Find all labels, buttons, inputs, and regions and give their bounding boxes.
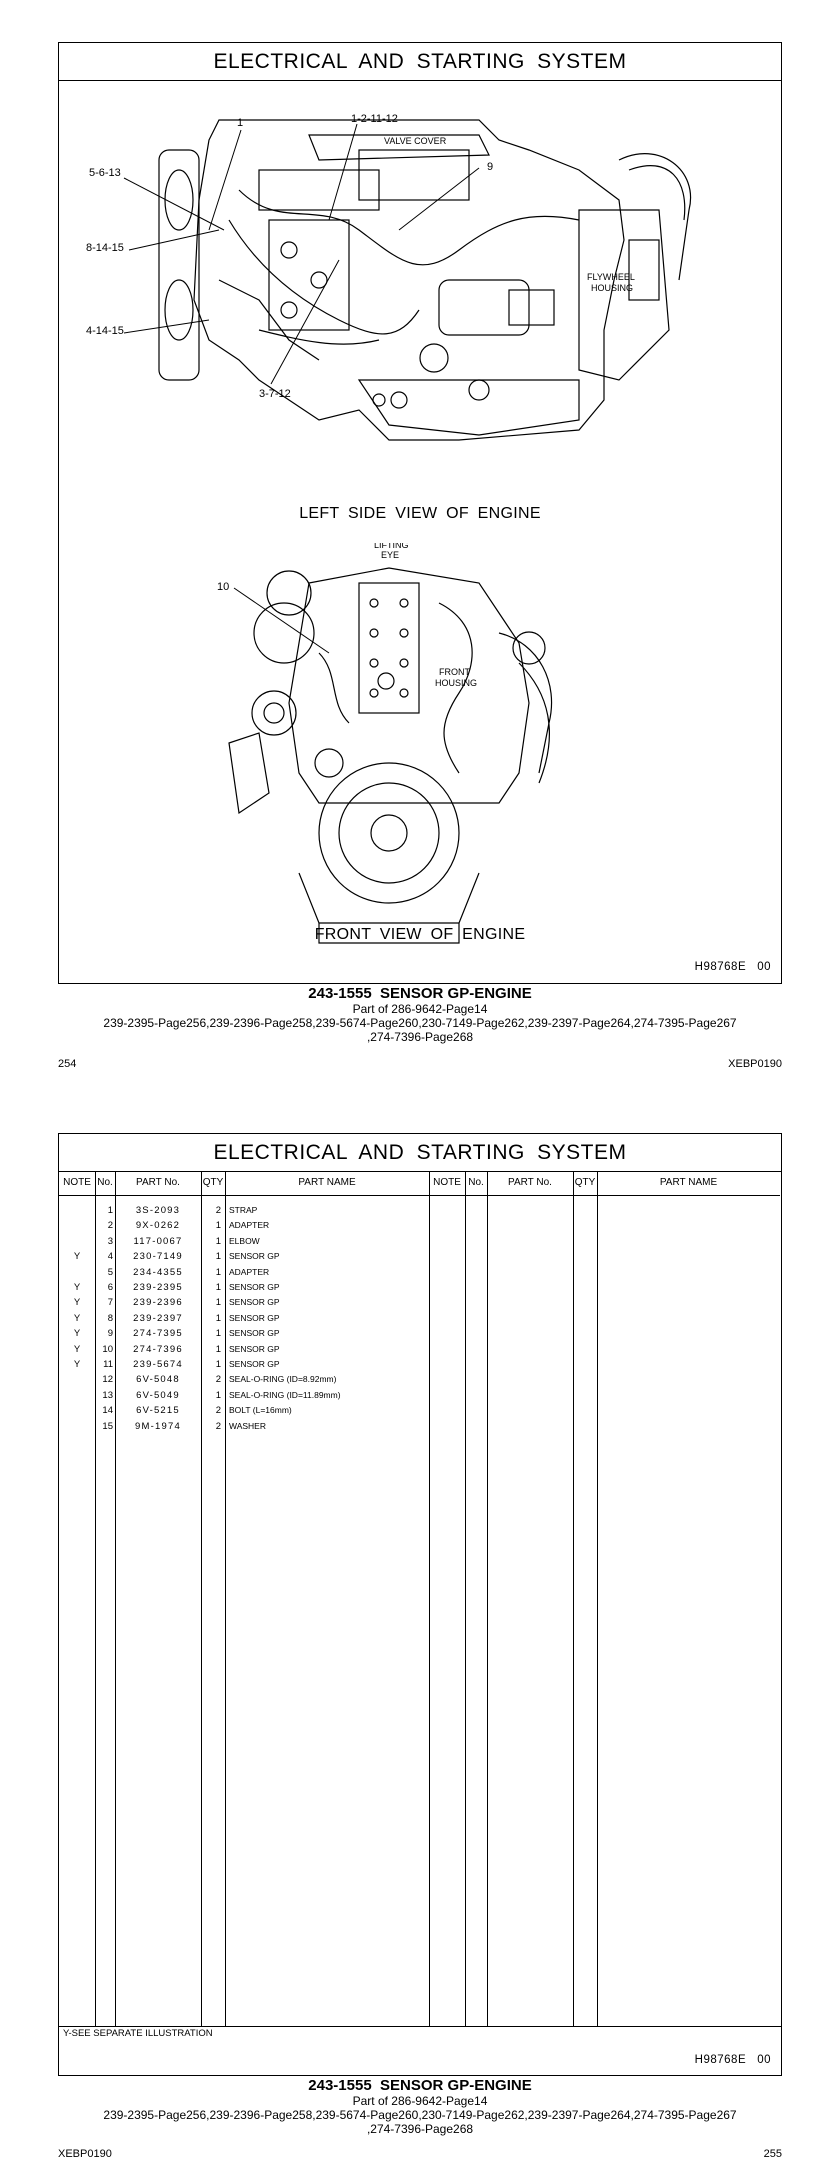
row-note: Y — [73, 1297, 81, 1309]
col-divider — [465, 1171, 488, 2026]
table-row — [59, 1249, 429, 1264]
row-note: Y — [73, 1343, 81, 1355]
doc-code: XEBP0190 — [728, 1058, 782, 1070]
row-number: 14 — [102, 1405, 113, 1417]
header-part-name-right: PART NAME — [659, 1177, 718, 1188]
subtitle-block — [0, 2077, 840, 2136]
refs-line-1: 239-2395-Page256,239-2396-Page258,239-5674-Page260,230-7149-Page262,239-2397-Page264,274-7395-Page267 — [103, 1016, 737, 1030]
table-row — [59, 1326, 429, 1341]
front-engine-drawing — [59, 543, 780, 963]
label-front-housing: HOUSING — [435, 678, 478, 688]
header-part-no-right: PART No. — [508, 1177, 552, 1188]
row-part-number: 6V-5048 — [136, 1374, 180, 1386]
group-title: 243-1555 SENSOR GP-ENGINE — [308, 985, 532, 1002]
label-lifting-eye: EYE — [381, 550, 400, 560]
table-row — [59, 1311, 429, 1326]
row-qty: 1 — [215, 1235, 221, 1247]
label-flywheel: FLYWHEEL — [587, 272, 635, 282]
header-qty: QTY — [202, 1177, 224, 1188]
left-view-caption: LEFT SIDE VIEW OF ENGINE — [299, 505, 541, 522]
row-number: 4 — [107, 1251, 113, 1263]
row-part-name: SENSOR GP — [229, 1251, 280, 1262]
row-qty: 1 — [215, 1266, 221, 1278]
row-part-number: 3S-2093 — [135, 1205, 181, 1216]
row-note: Y — [73, 1328, 81, 1340]
table-row — [59, 1342, 429, 1357]
table-row — [59, 1372, 429, 1387]
label-front: FRONT — [439, 667, 470, 677]
row-number: 13 — [102, 1389, 113, 1401]
table-row — [59, 1357, 429, 1372]
row-number: 12 — [102, 1374, 113, 1386]
footnote: Y-SEE SEPARATE ILLUSTRATION — [59, 2026, 781, 2052]
part-of-line: Part of 286-9642-Page14 — [352, 2094, 488, 2108]
row-number: 15 — [102, 1420, 113, 1432]
header-note-right: NOTE — [433, 1177, 461, 1188]
table-row — [59, 1218, 429, 1233]
callout-10: 10 — [217, 581, 230, 593]
row-number: 6 — [107, 1282, 113, 1293]
refs-line-2: ,274-7396-Page268 — [366, 2122, 474, 2136]
illustration-id: H98768E 00 — [694, 961, 771, 973]
row-part-name: SENSOR GP — [229, 1328, 280, 1339]
row-number: 1 — [107, 1205, 113, 1216]
row-qty: 1 — [215, 1343, 221, 1355]
front-view-caption: FRONT VIEW OF ENGINE — [314, 926, 526, 943]
col-divider — [573, 1171, 598, 2026]
row-note: Y — [73, 1312, 81, 1324]
callout-5-6-13: 5-6-13 — [89, 167, 121, 179]
part-of-line: Part of 286-9642-Page14 — [352, 1002, 488, 1016]
illustration-id: H98768E 00 — [694, 2054, 771, 2066]
callout-9: 9 — [487, 161, 494, 173]
row-part-name: SENSOR GP — [229, 1312, 280, 1323]
table-row — [59, 1280, 429, 1295]
row-part-number: 9M-1974 — [135, 1420, 181, 1432]
row-number: 11 — [103, 1359, 113, 1370]
row-part-name: ADAPTER — [229, 1266, 270, 1277]
row-part-name: STRAP — [229, 1205, 258, 1215]
table-row — [59, 1295, 429, 1310]
callout-1-2-11-12: 1-2-11-12 — [351, 113, 398, 125]
label-lifting: LIFTING — [374, 543, 409, 550]
page-title: ELECTRICAL AND STARTING SYSTEM — [59, 1134, 781, 1172]
col-divider — [429, 1171, 466, 2026]
page-number: 255 — [763, 2148, 782, 2160]
left-side-engine-drawing — [59, 80, 780, 570]
row-qty: 1 — [215, 1220, 221, 1232]
page-number: 254 — [58, 1058, 77, 1070]
row-qty: 1 — [215, 1297, 221, 1309]
header-no: No. — [97, 1177, 113, 1188]
row-number: 3 — [107, 1235, 113, 1247]
row-part-number: 274-7395 — [133, 1328, 183, 1340]
callout-1: 1 — [237, 117, 244, 129]
table-row — [59, 1419, 429, 1434]
row-qty: 2 — [215, 1205, 221, 1216]
parts-list-page-frame — [58, 1133, 782, 2076]
header-no-right: No. — [468, 1177, 484, 1188]
row-number: 9 — [107, 1328, 113, 1340]
row-number: 2 — [107, 1220, 113, 1232]
page-title: ELECTRICAL AND STARTING SYSTEM — [59, 43, 781, 81]
row-part-name: SENSOR GP — [229, 1359, 280, 1369]
parts-table — [59, 1171, 780, 2026]
table-row — [59, 1203, 429, 1218]
row-part-number: 239-2395 — [133, 1282, 183, 1293]
group-title: 243-1555 SENSOR GP-ENGINE — [308, 2077, 532, 2094]
row-part-name: SENSOR GP — [229, 1282, 280, 1292]
refs-line-2: ,274-7396-Page268 — [366, 1030, 474, 1044]
row-qty: 2 — [215, 1405, 221, 1417]
col-divider — [487, 1171, 574, 2026]
row-number: 10 — [102, 1343, 113, 1355]
row-part-name: ELBOW — [229, 1235, 260, 1246]
row-part-number: 239-2396 — [133, 1297, 183, 1309]
row-part-name: SEAL-O-RING (ID=11.89mm) — [229, 1389, 341, 1400]
row-part-name: BOLT (L=16mm) — [229, 1405, 292, 1416]
table-row — [59, 1265, 429, 1280]
row-qty: 1 — [215, 1359, 221, 1370]
row-part-number: 274-7396 — [133, 1343, 183, 1355]
header-part-no: PART No. — [136, 1177, 180, 1188]
row-note: Y — [73, 1251, 81, 1263]
row-part-number: 239-5674 — [133, 1359, 183, 1370]
row-qty: 1 — [215, 1328, 221, 1340]
row-number: 5 — [107, 1266, 113, 1278]
row-part-number: 6V-5049 — [136, 1389, 180, 1401]
doc-code: XEBP0190 — [58, 2148, 112, 2160]
table-row — [59, 1388, 429, 1403]
callout-8-14-15: 8-14-15 — [86, 242, 124, 254]
row-qty: 2 — [215, 1374, 221, 1386]
callout-3-7-12: 3-7-12 — [259, 388, 291, 400]
header-qty-right: QTY — [574, 1177, 596, 1188]
table-row — [59, 1234, 429, 1249]
subtitle-block — [0, 985, 840, 1044]
row-part-name: SENSOR GP — [229, 1297, 280, 1308]
row-qty: 2 — [215, 1420, 221, 1432]
table-row — [59, 1403, 429, 1418]
label-valve-cover: VALVE COVER — [384, 136, 447, 146]
row-number: 7 — [107, 1297, 113, 1309]
row-part-number: 6V-5215 — [136, 1405, 180, 1417]
row-qty: 1 — [215, 1389, 221, 1401]
illustration-page-frame — [58, 42, 782, 984]
row-part-name: WASHER — [229, 1420, 266, 1431]
row-qty: 1 — [215, 1282, 221, 1293]
header-part-name: PART NAME — [298, 1177, 356, 1188]
row-qty: 1 — [215, 1312, 221, 1324]
row-part-number: 117-0067 — [133, 1235, 183, 1247]
row-part-number: 239-2397 — [133, 1312, 183, 1324]
row-part-number: 9X-0262 — [135, 1220, 181, 1232]
row-note: Y — [73, 1282, 81, 1293]
row-number: 8 — [107, 1312, 113, 1324]
label-flywheel-housing: HOUSING — [591, 283, 634, 293]
row-part-number: 230-7149 — [133, 1251, 183, 1263]
row-qty: 1 — [215, 1251, 221, 1263]
row-part-name: SENSOR GP — [229, 1343, 280, 1354]
callout-4-14-15: 4-14-15 — [86, 325, 124, 337]
row-part-name: SEAL-O-RING (ID=8.92mm) — [229, 1374, 337, 1385]
row-part-number: 234-4355 — [133, 1266, 183, 1278]
refs-line-1: 239-2395-Page256,239-2396-Page258,239-5674-Page260,230-7149-Page262,239-2397-Page264,274-7395-Page267 — [103, 2108, 737, 2122]
row-part-name: ADAPTER — [229, 1220, 270, 1231]
header-note: NOTE — [63, 1177, 91, 1188]
row-note: Y — [73, 1359, 81, 1370]
